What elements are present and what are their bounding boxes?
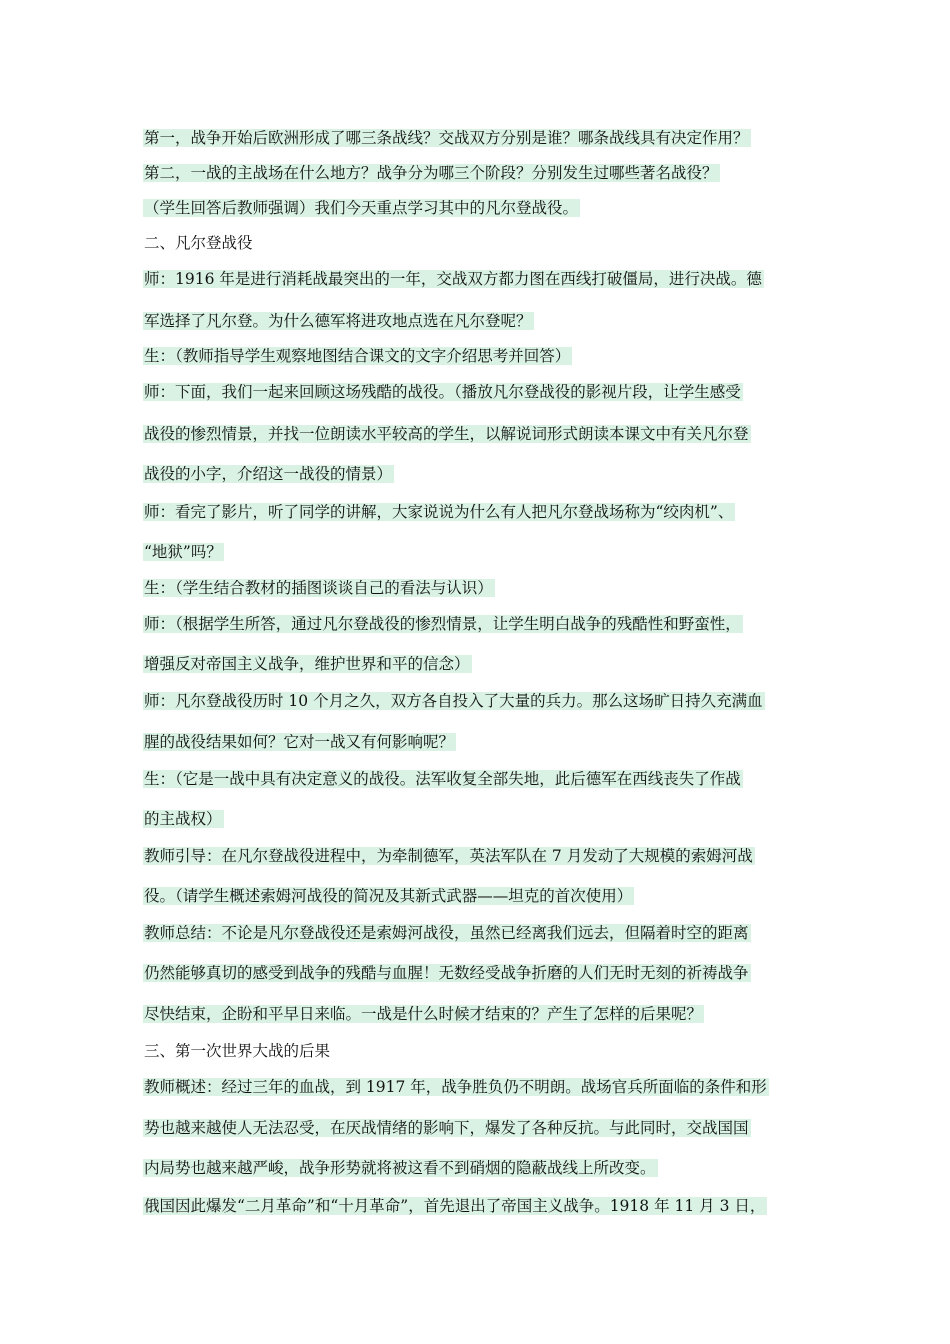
line-text: 役。（请学生概述索姆河战役的简况及其新式武器——坦克的首次使用） <box>144 887 633 905</box>
text-line <box>143 497 735 527</box>
text-line <box>143 918 751 948</box>
line-text: 仍然能够真切的感受到战争的残酷与血腥！无数经受战争折磨的人们无时无刻的祈祷战争 <box>144 964 749 982</box>
text-line <box>143 999 704 1029</box>
text-line <box>143 419 751 449</box>
text-line <box>143 341 572 371</box>
line-text: 战役的小字，介绍这一战役的情景） <box>144 465 393 483</box>
line-text: 师：凡尔登战役历时 10 个月之久，双方各自投入了大量的兵力。那么这场旷日持久充满血 <box>144 692 763 710</box>
line-text: 腥的战役结果如何？它对一战又有何影响呢？ <box>144 733 455 751</box>
text-line <box>143 537 224 567</box>
text-line <box>143 573 495 603</box>
heading-text: 二、凡尔登战役 <box>144 234 253 252</box>
section-heading <box>143 228 255 258</box>
text-line <box>143 123 751 153</box>
line-text: 战役的惨烈情景，并找一位朗读水平较高的学生，以解说词形式朗读本课文中有关凡尔登 <box>144 425 749 443</box>
text-line <box>143 1113 751 1143</box>
text-line <box>143 881 634 911</box>
line-text: 生：（它是一战中具有决定意义的战役。法军收复全部失地，此后德军在西线丧失了作战 <box>144 770 741 788</box>
text-line <box>143 306 534 336</box>
text-line <box>143 1153 658 1183</box>
text-line <box>143 264 764 294</box>
text-line <box>143 1072 769 1102</box>
line-text: 师：下面，我们一起来回顾这场残酷的战役。（播放凡尔登战役的影视片段，让学生感受 <box>144 383 741 401</box>
line-text: “地狱”吗？ <box>144 543 222 561</box>
line-text: 生：（学生结合教材的插图谈谈自己的看法与认识） <box>144 579 493 597</box>
line-text: 势也越来越使人无法忍受，在厌战情绪的影响下，爆发了各种反抗。与此同时，交战国国 <box>144 1119 749 1137</box>
text-line <box>143 609 743 639</box>
line-text: 教师总结：不论是凡尔登战役还是索姆河战役，虽然已经离我们远去，但隔着时空的距离 <box>144 924 749 942</box>
line-text: 尽快结束，企盼和平早日来临。一战是什么时候才结束的？产生了怎样的后果呢？ <box>144 1005 703 1023</box>
line-text: 生：（教师指导学生观察地图结合课文的文字介绍思考并回答） <box>144 347 571 365</box>
line-text: 的主战权） <box>144 810 222 828</box>
text-line <box>143 193 580 223</box>
line-text: 第二，一战的主战场在什么地方？战争分为哪三个阶段？分别发生过哪些著名战役？ <box>144 164 718 182</box>
line-text: 增强反对帝国主义战争，维护世界和平的信念） <box>144 655 470 673</box>
text-line <box>143 377 743 407</box>
text-line <box>143 459 394 489</box>
line-text: 俄国因此爆发“二月革命”和“十月革命”，首先退出了帝国主义战争。1918 年 11 月 3 日， <box>144 1197 766 1215</box>
text-line <box>143 158 720 188</box>
text-line <box>143 841 755 871</box>
text-line <box>143 764 743 794</box>
text-line <box>143 958 751 988</box>
line-text: 教师概述：经过三年的血战，到 1917 年，战争胜负仍不明朗。战场官兵所面临的条件和形 <box>144 1078 767 1096</box>
text-line <box>143 1191 767 1221</box>
line-text: 教师引导：在凡尔登战役进程中，为牵制德军，英法军队在 7 月发动了大规模的索姆河战 <box>144 847 753 865</box>
line-text: 师：看完了影片，听了同学的讲解，大家说说为什么有人把凡尔登战场称为“绞肉机”、 <box>144 503 734 521</box>
line-text: 师：1916 年是进行消耗战最突出的一年，交战双方都力图在西线打破僵局，进行决战。德 <box>144 270 762 288</box>
text-line <box>143 686 765 716</box>
text-line <box>143 649 472 679</box>
text-line <box>143 727 456 757</box>
line-text: 师：（根据学生所答，通过凡尔登战役的惨烈情景，让学生明白战争的残酷性和野蛮性， <box>144 615 741 633</box>
heading-text: 三、第一次世界大战的后果 <box>144 1042 331 1060</box>
line-text: （学生回答后教师强调）我们今天重点学习其中的凡尔登战役。 <box>144 199 579 217</box>
line-text: 内局势也越来越严峻，战争形势就将被这看不到硝烟的隐蔽战线上所改变。 <box>144 1159 656 1177</box>
text-line <box>143 804 224 834</box>
line-text: 第一，战争开始后欧洲形成了哪三条战线？交战双方分别是谁？哪条战线具有决定作用？ <box>144 129 749 147</box>
section-heading <box>143 1036 332 1066</box>
line-text: 军选择了凡尔登。为什么德军将进攻地点选在凡尔登呢？ <box>144 312 532 330</box>
